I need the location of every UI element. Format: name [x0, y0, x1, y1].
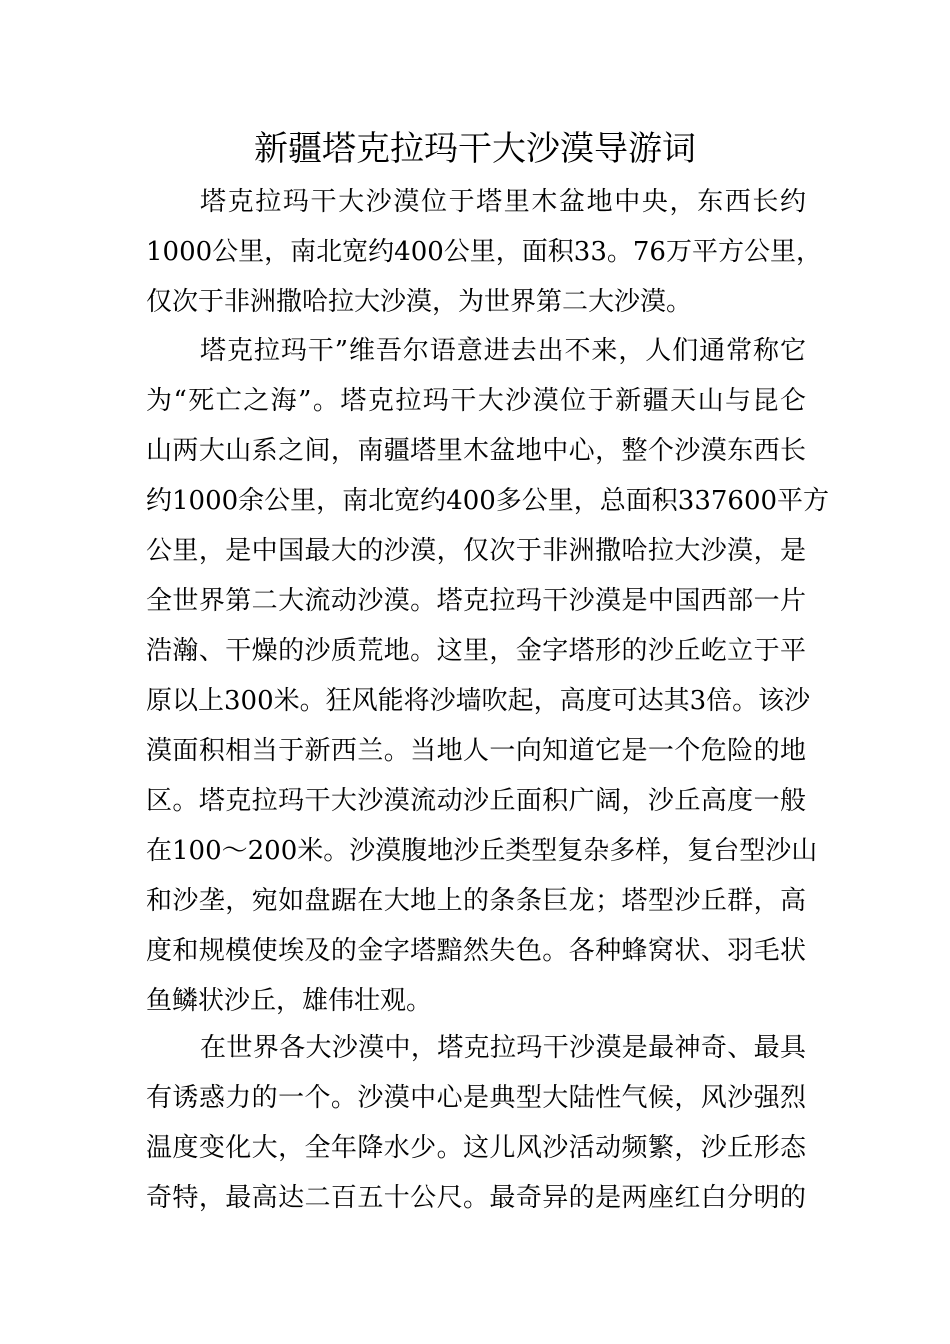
paragraph-line: 山两大山系之间，南疆塔里木盆地中心，整个沙漠东西长 [146, 436, 806, 466]
paragraph-line: 仅次于非洲撒哈拉大沙漠，为世界第二大沙漠。 [146, 287, 693, 317]
paragraph-line: 区。塔克拉玛干大沙漠流动沙丘面积广阔，沙丘高度一般 [146, 786, 806, 816]
paragraph-line: 塔克拉玛干大沙漠位于塔里木盆地中央，东西长约 [200, 187, 806, 217]
paragraph-line: 公里，是中国最大的沙漠，仅次于非洲撒哈拉大沙漠，是 [146, 536, 806, 566]
paragraph-line: 浩瀚、干燥的沙质荒地。这里，金字塔形的沙丘屹立于平 [146, 636, 806, 666]
paragraph-line: 奇特，最高达二百五十公尺。最奇异的是两座红白分明的 [146, 1183, 806, 1213]
paragraph-line: 1000公里，南北宽约400公里，面积33。76万平方公里， [146, 237, 822, 267]
paragraph-line: 塔克拉玛干”维吾尔语意进去出不来，人们通常称它 [200, 336, 806, 366]
paragraph-line: 约1000余公里，南北宽约400多公里，总面积337600平方 [146, 486, 830, 516]
paragraph-line: 在100～200米。沙漠腹地沙丘类型复杂多样，复台型沙山 [146, 836, 818, 866]
paragraph-line: 为“死亡之海”。塔克拉玛干大沙漠位于新疆天山与昆仑 [146, 386, 806, 416]
paragraph-line: 在世界各大沙漠中，塔克拉玛干沙漠是最神奇、最具 [200, 1033, 806, 1063]
paragraph-3 [146, 1023, 806, 1223]
paragraph-1 [146, 177, 822, 327]
document-title: 新疆塔克拉玛干大沙漠导游词 [254, 129, 696, 169]
paragraph-line: 度和规模使埃及的金字塔黯然失色。各种蜂窝状、羽毛状 [146, 936, 806, 966]
paragraph-line: 和沙垄，宛如盘踞在大地上的条条巨龙；塔型沙丘群，高 [146, 886, 806, 916]
paragraph-line: 漠面积相当于新西兰。当地人一向知道它是一个危险的地 [146, 736, 806, 766]
paragraph-2 [146, 326, 830, 1026]
paragraph-line: 全世界第二大流动沙漠。塔克拉玛干沙漠是中国西部一片 [146, 586, 806, 616]
paragraph-line: 鱼鳞状沙丘，雄伟壮观。 [146, 986, 433, 1016]
paragraph-line: 原以上300米。狂风能将沙墙吹起，高度可达其3倍。该沙 [146, 686, 811, 716]
paragraph-line: 温度变化大，全年降水少。这儿风沙活动频繁，沙丘形态 [146, 1133, 806, 1163]
paragraph-line: 有诱惑力的一个。沙漠中心是典型大陆性气候，风沙强烈 [146, 1083, 806, 1113]
